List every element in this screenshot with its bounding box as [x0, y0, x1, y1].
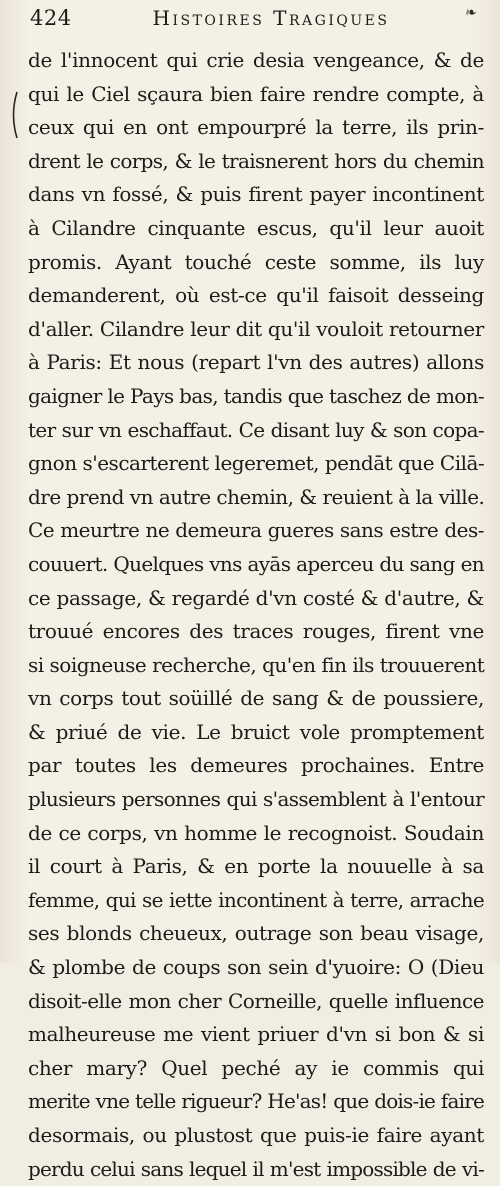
margin-bracket-icon	[9, 90, 19, 140]
text-line: perdu celui sans lequel il m'est impossible de vi-	[28, 1156, 484, 1181]
text-line: à Cilandre cinquante escus, qu'il leur auoit	[28, 215, 484, 240]
text-line: femme, qui se iette incontinent à terre, arrache	[28, 887, 484, 912]
text-line: ceux qui en ont empourpré la terre, ils prin-	[28, 115, 484, 140]
text-line: couuert. Quelques vns ayās aperceu du sang en	[28, 551, 484, 576]
text-line: dre prend vn autre chemin, & reuient à la ville.	[28, 484, 485, 509]
text-line: cher mary? Quel peché ay ie commis qui	[28, 1055, 484, 1080]
text-line: demanderent, où est-ce qu'il faisoit desseing	[28, 283, 484, 308]
text-line: plusieurs personnes qui s'assemblent à l'entour	[28, 787, 484, 812]
text-line: gaigner le Pays bas, tandis que taschez de mon-	[28, 383, 484, 408]
running-head	[30, 6, 480, 42]
text-line: & plombe de coups son sein d'yuoire: O (Dieu	[28, 955, 484, 980]
text-line: drent le corps, & le traisnerent hors du chemin	[28, 148, 484, 173]
text-line: de ce corps, vn homme le recognoist. Soudain	[28, 820, 484, 845]
body-text	[28, 44, 484, 1186]
text-line: trouué encores des traces rouges, firent vne	[28, 619, 484, 644]
running-title: Histoires Tragiques	[152, 6, 390, 30]
text-line: gnon s'escarterent legeremet, pendāt que Cilā-	[28, 451, 485, 476]
text-line: desormais, ou plustost que puis-ie faire ayant	[28, 1123, 484, 1147]
text-line: promis. Ayant touché ceste somme, ils luy	[28, 249, 484, 274]
text-line: vn corps tout soüillé de sang & de poussiere,	[28, 686, 484, 711]
text-line: & priué de vie. Le bruict vole promptement	[28, 719, 484, 744]
text-line: Ce meurtre ne demeura gueres sans estre des-	[28, 518, 484, 543]
text-line: merite vne telle rigueur? He'as! que dois-ie faire	[28, 1089, 484, 1114]
text-line: disoit-elle mon cher Corneille, quelle influence	[28, 988, 484, 1013]
text-line: de l'innocent qui crie desia vengeance, & de	[28, 48, 484, 72]
text-line: malheureuse me vient priuer d'vn si bon & si	[28, 1022, 484, 1047]
text-line: si soigneuse recherche, qu'en fin ils trouuerent	[28, 652, 485, 677]
text-line: par toutes les demeures prochaines. Entre	[28, 753, 484, 778]
page-number: 424	[30, 6, 72, 30]
text-line: dans vn fossé, & puis firent payer incontinent	[28, 182, 484, 207]
text-line: ce passage, & regardé d'vn costé & d'autre, &	[28, 585, 484, 610]
text-line: d'aller. Cilandre leur dit qu'il vouloit retourner	[28, 316, 484, 341]
text-line: à Paris: Et nous (repart l'vn des autres) allons	[28, 350, 484, 375]
text-line: qui le Ciel sçaura bien faire rendre compte, à	[28, 81, 484, 106]
text-line: ter sur vn eschaffaut. Ce disant luy & son copa-	[28, 417, 484, 442]
fleuron-icon: ❧	[465, 5, 477, 21]
text-line: ses blonds cheueux, outrage son beau visage,	[28, 921, 484, 946]
text-line: il court à Paris, & en porte la nouuelle à sa	[28, 854, 484, 879]
